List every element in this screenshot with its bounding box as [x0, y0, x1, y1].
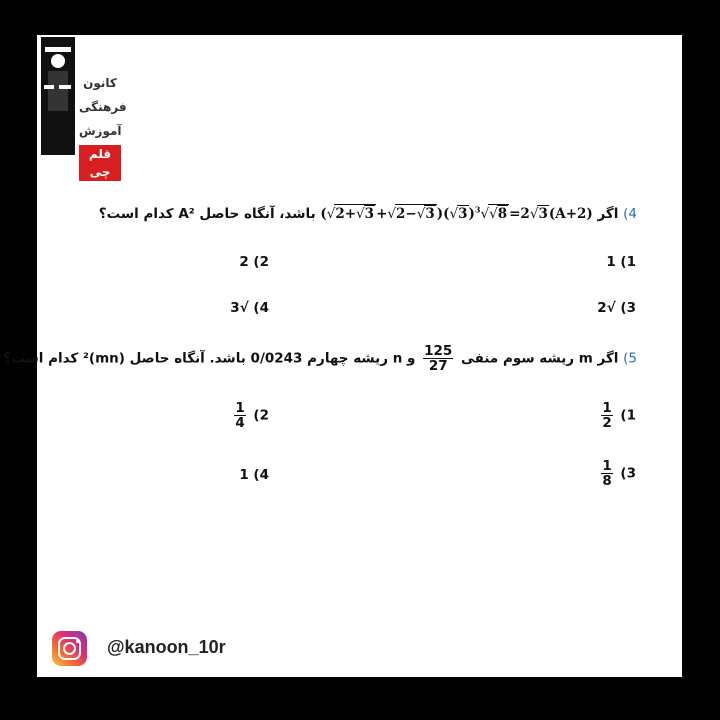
question-number: 4)	[623, 206, 637, 222]
option-label: 3)	[620, 300, 636, 316]
question-4	[99, 204, 637, 222]
option-value: 2	[239, 254, 249, 270]
page	[3, 35, 682, 677]
fraction-numerator: 125	[424, 343, 453, 359]
option-5-4[interactable]	[239, 467, 269, 483]
option-value: 1	[606, 254, 616, 270]
option-4-1[interactable]	[606, 254, 636, 270]
option-label: 3)	[620, 465, 636, 482]
question-number: 5)	[623, 350, 637, 367]
graduate-figure-icon	[41, 37, 75, 155]
option-4-2[interactable]	[239, 254, 269, 270]
question-text-end: باشد، آنگاه حاصل A² کدام است؟	[98, 206, 316, 222]
fraction-numerator: 1	[602, 458, 612, 474]
option-value: √2	[597, 300, 616, 316]
fraction-numerator: 1	[235, 400, 245, 416]
logo-text	[79, 71, 127, 181]
question-text-start: اگر	[597, 206, 619, 222]
question-5	[3, 344, 637, 373]
option-label: 4)	[253, 300, 269, 316]
question-text-a: اگر m ریشه سوم منفی	[461, 350, 619, 367]
fraction-numerator: 1	[602, 400, 612, 416]
option-label: 2)	[253, 254, 269, 270]
option-5-2[interactable]	[231, 401, 269, 430]
option-label: 1)	[620, 254, 636, 270]
option-value: 1	[239, 467, 249, 483]
logo-line-2: فرهنگی	[79, 100, 127, 114]
instagram-handle[interactable]: @kanoon_10r	[107, 637, 226, 657]
option-4-3[interactable]	[597, 300, 636, 316]
option-fraction	[234, 401, 245, 430]
fraction-denominator: 2	[602, 415, 612, 431]
question-expression: (√2+√3 +√2−√3 )$(√3)^3√√8 =2√3(A+2)$	[320, 204, 593, 222]
kanoon-logo	[37, 35, 127, 179]
instagram-icon[interactable]	[52, 631, 87, 666]
fraction-denominator: 4	[235, 415, 245, 431]
option-label: 4)	[253, 467, 269, 483]
option-label: 2)	[253, 407, 269, 424]
option-label: 1)	[620, 407, 636, 424]
option-value: √3	[230, 300, 249, 316]
logo-line-1: کانون	[83, 76, 117, 90]
fraction-denominator: 8	[602, 473, 612, 489]
question-text-b: و n ریشه چهارم 0/0243 باشد. آنگاه حاصل (mn)² کدام است؟	[3, 350, 416, 367]
fraction-denominator: 27	[428, 358, 448, 374]
option-5-1[interactable]	[598, 401, 636, 430]
option-5-3[interactable]	[598, 459, 636, 488]
fraction	[423, 344, 453, 373]
option-fraction	[601, 401, 612, 430]
option-fraction	[601, 459, 612, 488]
logo-line-3: آموزش	[79, 124, 122, 138]
logo-line-4: قلم چی	[79, 145, 121, 181]
option-4-4[interactable]	[230, 300, 269, 316]
